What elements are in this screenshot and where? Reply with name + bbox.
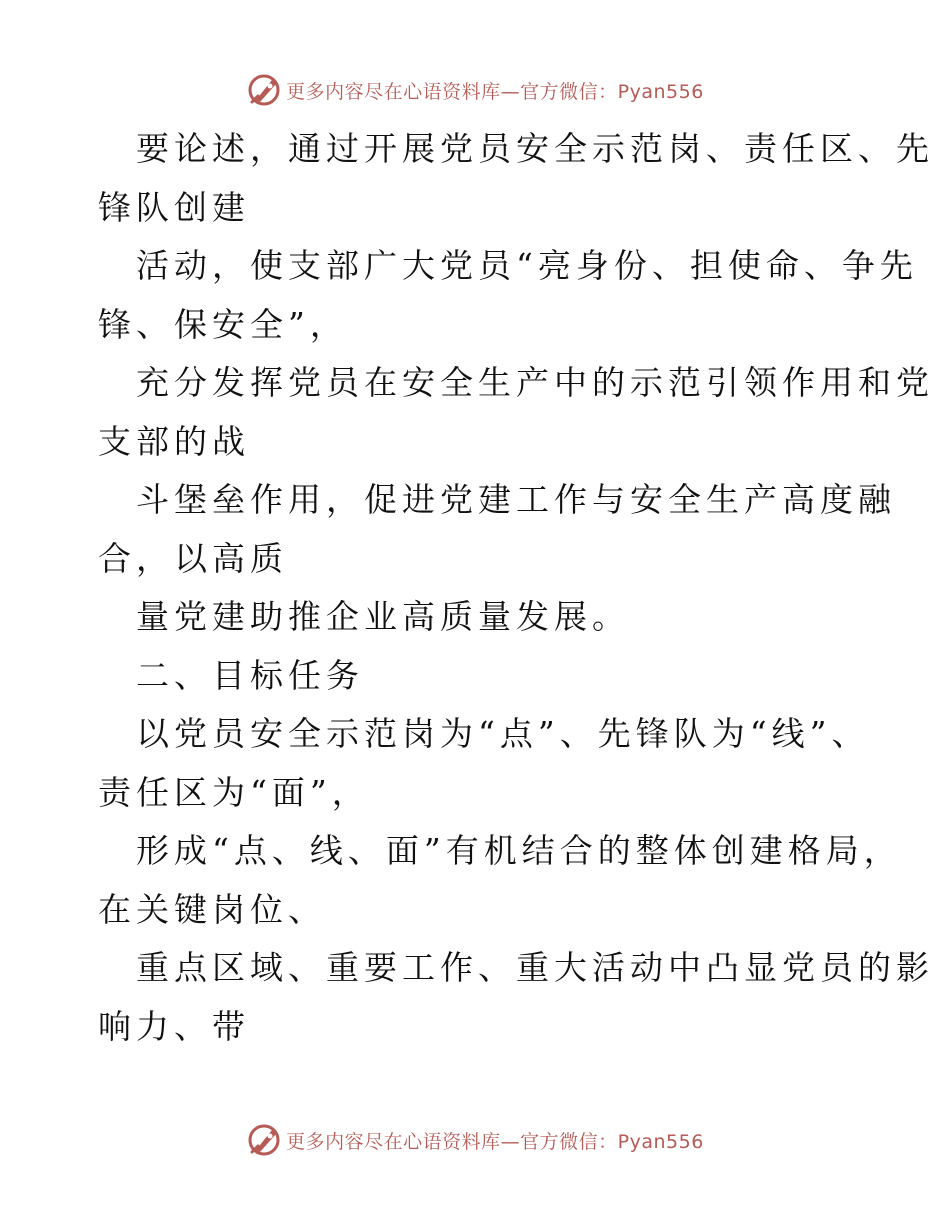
text-line: 以党员安全示范岗为“点”、先锋队为“线”、: [136, 714, 870, 753]
watermark-text: 更多内容尽在心语资料库—官方微信：Pyan556: [286, 1130, 704, 1153]
text-line: 责任区为“面”，: [98, 772, 370, 812]
watermark-footer: [0, 1120, 950, 1160]
text-line: 重点区域、重要工作、重大活动中凸显党员的影: [136, 948, 934, 987]
text-line: 形成“点、线、面”有机结合的整体创建格局，: [136, 831, 902, 870]
text-line: 合，以高质: [98, 538, 288, 578]
text-line: 要论述，通过开展党员安全示范岗、责任区、先: [136, 129, 934, 168]
watermark-header: [0, 70, 950, 110]
text-line: 锋、保安全”，: [98, 304, 348, 344]
document-body: [98, 120, 934, 1056]
text-line: 活动，使支部广大党员“亮身份、担使命、争先: [136, 246, 918, 285]
text-line: 斗堡垒作用，促进党建工作与安全生产高度融: [136, 480, 896, 519]
pen-nib-logo-icon: [246, 1122, 282, 1158]
text-line: 量党建助推企业高质量发展。: [136, 597, 630, 636]
text-line: 锋队创建: [98, 187, 250, 227]
text-line: 在关键岗位、: [98, 889, 326, 929]
text-line: 充分发挥党员在安全生产中的示范引领作用和党: [136, 363, 934, 402]
text-line: 二、目标任务: [136, 655, 364, 695]
watermark-text: 更多内容尽在心语资料库—官方微信：Pyan556: [286, 80, 704, 103]
text-line: 响力、带: [98, 1006, 250, 1046]
text-line: 支部的战: [98, 421, 250, 461]
pen-nib-logo-icon: [246, 72, 282, 108]
